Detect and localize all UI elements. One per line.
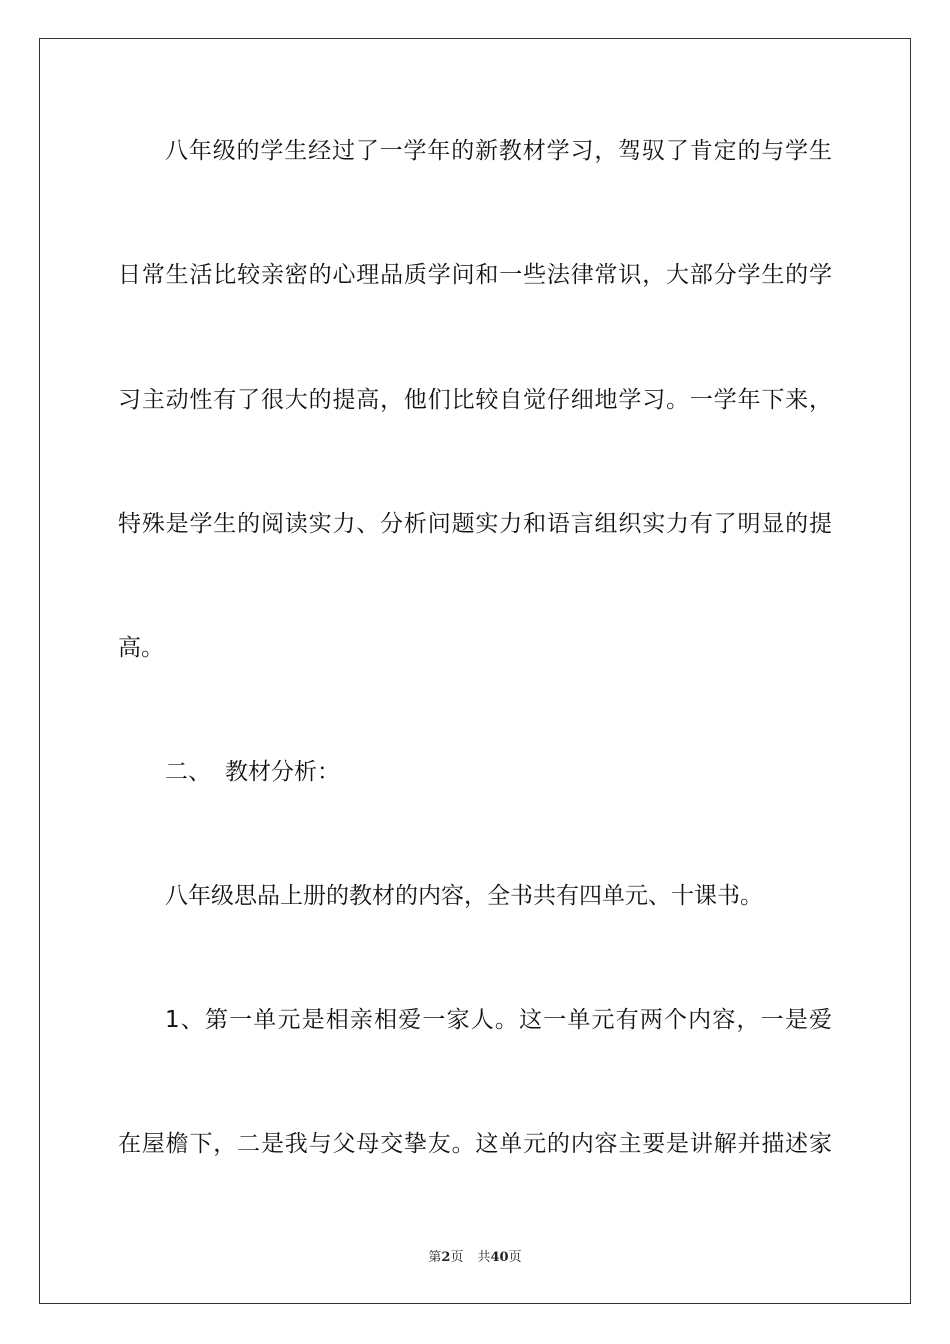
section-title: 教材分析： xyxy=(225,759,340,785)
text-line-2: 日常生活比较亲密的心理品质学问和一些法律常识，大部分学生的学 xyxy=(118,262,832,288)
section-number: 二、 xyxy=(165,759,211,785)
page-suffix: 页 xyxy=(450,1250,464,1265)
total-prefix: 共 xyxy=(477,1250,491,1265)
page-prefix: 第 xyxy=(428,1250,442,1265)
page-number: 2 xyxy=(441,1250,451,1265)
text-line-7: 1、第一单元是相亲相爱一家人。这一单元有两个内容，一是爱 xyxy=(165,1007,832,1033)
total-pages: 40 xyxy=(490,1250,509,1265)
total-suffix: 页 xyxy=(508,1250,522,1265)
text-line-3: 习主动性有了很大的提高，他们比较自觉仔细地学习。一学年下来， xyxy=(118,387,832,413)
section-heading xyxy=(118,757,832,787)
text-line-1: 八年级的学生经过了一学年的新教材学习，驾驭了肯定的与学生 xyxy=(165,138,832,164)
page-frame xyxy=(39,38,911,1304)
text-line-5: 高。 xyxy=(118,635,164,661)
text-line-6: 八年级思品上册的教材的内容，全书共有四单元、十课书。 xyxy=(165,883,763,909)
text-line-4: 特殊是学生的阅读实力、分析问题实力和语言组织实力有了明显的提 xyxy=(118,511,832,537)
page-footer xyxy=(0,1249,950,1267)
text-line-8: 在屋檐下，二是我与父母交挚友。这单元的内容主要是讲解并描述家 xyxy=(118,1131,832,1157)
